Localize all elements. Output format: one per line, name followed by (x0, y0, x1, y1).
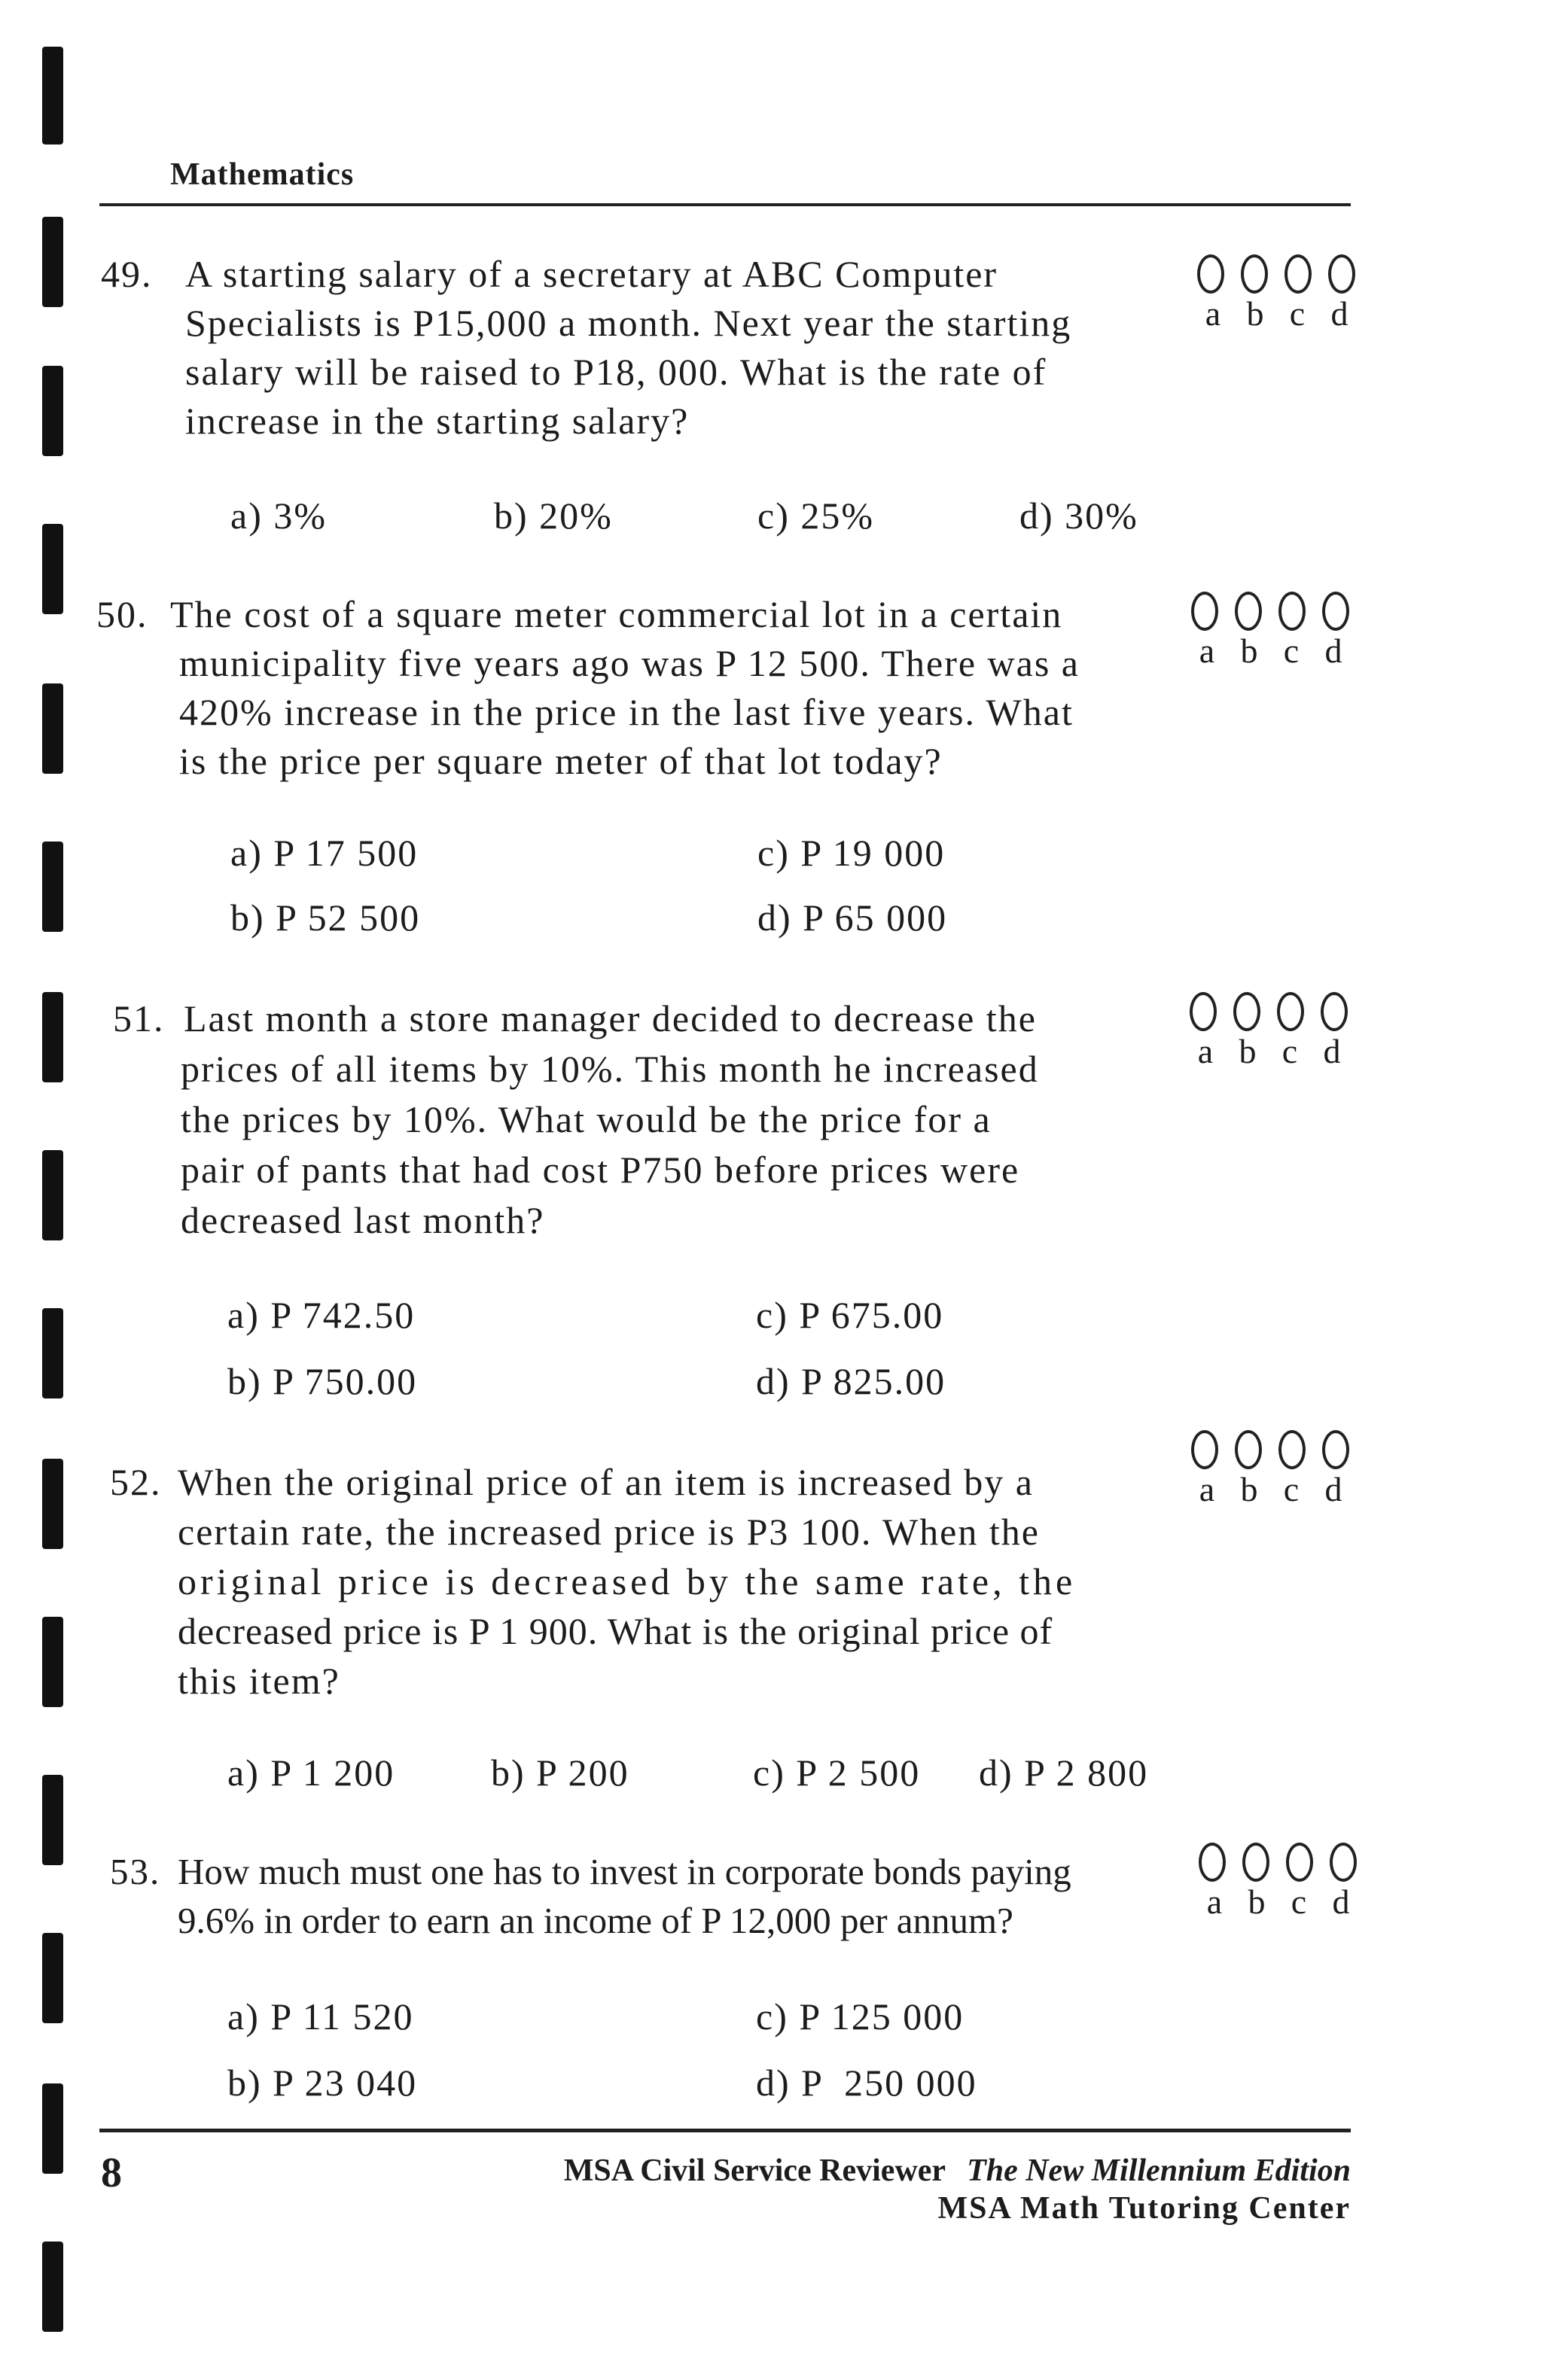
question-line: Specialists is P15,000 a month. Next year the starting (185, 302, 1072, 344)
footer-rule (99, 2129, 1351, 2132)
option-a: a) P 11 520 (227, 1995, 414, 2038)
binding-mark (42, 2083, 63, 2174)
question-51 (113, 994, 1039, 1246)
option-d: d) P 2 800 (979, 1752, 1149, 1794)
binding-mark (42, 1150, 63, 1240)
question-line: certain rate, the increased price is P3 100. When the (178, 1511, 1040, 1553)
bubble-letter: b (1240, 632, 1258, 670)
question-line: pair of pants that had cost P750 before prices were (181, 1149, 1020, 1191)
binding-mark (42, 524, 63, 614)
binding-mark (42, 217, 63, 307)
bubble-letter: a (1199, 1470, 1215, 1508)
question-line: salary will be raised to P18, 000. What is the rate of (185, 351, 1047, 393)
question-number: 52. (110, 1461, 162, 1503)
option-a: a) P 1 200 (227, 1752, 395, 1794)
question-number: 53. (110, 1851, 161, 1892)
bubble-letter: b (1240, 1470, 1258, 1508)
bubble-letter: a (1197, 1032, 1214, 1070)
bubble-a[interactable] (1197, 254, 1224, 294)
bubble-b[interactable] (1241, 254, 1268, 294)
binding-mark (42, 1775, 63, 1865)
page-number: 8 (101, 2150, 122, 2196)
bubble-c[interactable] (1284, 254, 1312, 294)
option-d: d) 30% (1019, 495, 1138, 537)
option-b: b) P 52 500 (230, 896, 421, 939)
option-d: d) P 250 000 (756, 2062, 977, 2104)
answer-bubbles-51[interactable] (1190, 992, 1348, 1072)
option-a: a) P 17 500 (230, 832, 419, 874)
question-number: 49. (101, 253, 153, 295)
question-line: 51. Last month a store manager decided to decrease the (113, 994, 1039, 1044)
bubble-letter: b (1239, 1032, 1257, 1070)
option-c: c) P 125 000 (756, 1995, 965, 2038)
binding-mark (42, 366, 63, 456)
question-number: 50. (96, 593, 148, 635)
binding-mark (42, 1459, 63, 1549)
option-b: b) P 750.00 (227, 1360, 418, 1402)
question-line: original price is decreased by the same rate, the (178, 1560, 1077, 1602)
option-c: c) P 2 500 (753, 1752, 921, 1794)
question-line: 9.6% in order to earn an income of P 12,000 per annum? (178, 1900, 1013, 1941)
option-a: a) P 742.50 (227, 1294, 416, 1336)
book-title: MSA Civil Service Reviewer (563, 2153, 946, 2188)
question-line: this item? (178, 1660, 340, 1702)
bubble-d[interactable] (1328, 254, 1355, 294)
binding-mark (42, 1617, 63, 1707)
bubble-b[interactable] (1235, 1430, 1262, 1469)
bubble-a[interactable] (1190, 992, 1217, 1031)
bubble-c[interactable] (1278, 592, 1306, 631)
bubble-letter: c (1289, 294, 1306, 333)
option-d: d) P 825.00 (756, 1360, 946, 1402)
question-line: 50. The cost of a square meter commercial lot in a certain (96, 590, 1080, 639)
bubble-c[interactable] (1277, 992, 1304, 1031)
question-line: the prices by 10%. What would be the price for a (181, 1098, 992, 1140)
answer-bubbles-52[interactable] (1191, 1430, 1349, 1510)
binding-mark (42, 2242, 63, 2332)
bubble-d[interactable] (1322, 592, 1349, 631)
binding-mark (42, 1933, 63, 2023)
bubble-b[interactable] (1233, 992, 1260, 1031)
option-a: a) 3% (230, 495, 327, 537)
bubble-c[interactable] (1278, 1430, 1306, 1469)
bubble-letter: d (1330, 294, 1348, 333)
option-b: b) P 23 040 (227, 2062, 418, 2104)
binding-mark (42, 47, 63, 145)
bubble-letter: a (1205, 294, 1221, 333)
question-line: 420% increase in the price in the last five years. What (179, 691, 1074, 733)
bubble-d[interactable] (1330, 1843, 1357, 1882)
section-header: Mathematics (170, 157, 355, 192)
question-line: is the price per square meter of that lot today? (179, 740, 943, 782)
footer-title-line (564, 2153, 1351, 2189)
option-b: b) P 200 (491, 1752, 629, 1794)
option-c: c) 25% (757, 495, 874, 537)
bubble-letter: c (1283, 632, 1300, 670)
question-line: increase in the starting salary? (185, 400, 690, 442)
question-50 (96, 590, 1080, 786)
question-52 (110, 1457, 1076, 1706)
bubble-b[interactable] (1235, 592, 1262, 631)
option-b: b) 20% (494, 495, 613, 537)
bubble-d[interactable] (1322, 1430, 1349, 1469)
question-49 (101, 250, 1071, 446)
bubble-a[interactable] (1191, 592, 1218, 631)
edition-label: The New Millennium Edition (967, 2153, 1351, 2188)
bubble-letter: d (1323, 1032, 1341, 1070)
question-line: decreased last month? (181, 1199, 545, 1241)
bubble-letter: c (1283, 1470, 1300, 1508)
question-53 (110, 1847, 1071, 1945)
bubble-letter: c (1281, 1032, 1298, 1070)
question-line: municipality five years ago was P 12 500. There was a (179, 642, 1080, 684)
binding-mark (42, 1308, 63, 1398)
question-line: prices of all items by 10%. This month he increased (181, 1048, 1039, 1090)
question-line: decreased price is P 1 900. What is the original price of (178, 1610, 1053, 1652)
bubble-letter: c (1291, 1882, 1307, 1921)
answer-bubbles-50[interactable] (1191, 592, 1349, 671)
bubble-letter: a (1199, 632, 1215, 670)
bubble-letter: b (1248, 1882, 1266, 1921)
option-c: c) P 675.00 (756, 1294, 944, 1336)
bubble-letter: d (1324, 632, 1342, 670)
bubble-letter: d (1332, 1882, 1350, 1921)
bubble-d[interactable] (1321, 992, 1348, 1031)
bubble-letter: a (1206, 1882, 1223, 1921)
question-line: 52. When the original price of an item is increased by a (110, 1457, 1076, 1507)
binding-mark (42, 683, 63, 774)
publisher-label: MSA Math Tutoring Center (937, 2191, 1351, 2226)
header-rule (99, 203, 1351, 206)
bubble-a[interactable] (1199, 1843, 1226, 1882)
question-number: 51. (113, 997, 165, 1039)
bubble-letter: b (1246, 294, 1264, 333)
binding-mark (42, 992, 63, 1082)
binding-mark (42, 842, 63, 932)
bubble-c[interactable] (1286, 1843, 1313, 1882)
question-line: 49. A starting salary of a secretary at ABC Computer (101, 250, 1071, 299)
question-line: 53. How much must one has to invest in corporate bonds paying (110, 1847, 1071, 1896)
option-c: c) P 19 000 (757, 832, 946, 874)
bubble-letter: d (1324, 1470, 1342, 1508)
answer-bubbles-53[interactable] (1199, 1843, 1357, 1922)
bubble-a[interactable] (1191, 1430, 1218, 1469)
bubble-b[interactable] (1242, 1843, 1269, 1882)
option-d: d) P 65 000 (757, 896, 948, 939)
answer-bubbles-49[interactable] (1197, 254, 1355, 334)
